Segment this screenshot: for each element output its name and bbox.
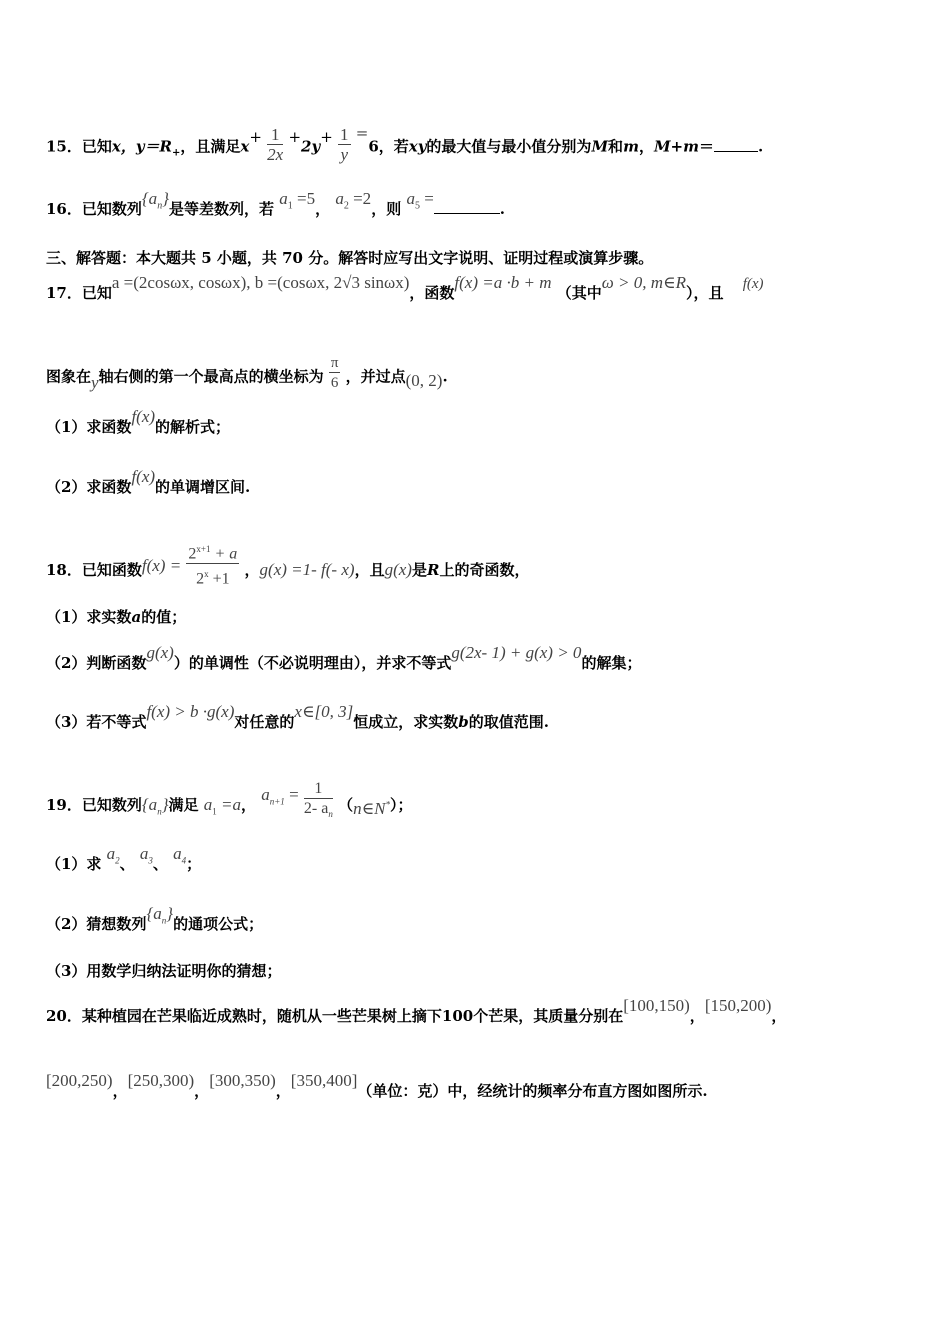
q20-interval-6: [350,400]: [290, 1071, 358, 1090]
q19-sub2-seq: $\{a_n\}$: [146, 904, 174, 926]
q19-sep2: 、: [152, 855, 168, 873]
q20-comma5: ，: [275, 1082, 291, 1100]
q17-sub2: [46, 467, 910, 497]
q18-range: x∈[0, 3]: [294, 702, 354, 721]
q19-frac: $\frac{1}{2- a_n}$: [303, 780, 333, 820]
q15-xy2: xy: [408, 137, 427, 156]
q20-comma3: ，: [112, 1082, 128, 1100]
q15-plus1: +: [249, 127, 262, 146]
q15-text6: ＝: [699, 137, 715, 156]
q16-a5: $a_5$ =: [406, 189, 434, 212]
q17-sub2-fx: f(x): [131, 467, 156, 486]
q17-line2-text1: 图象在: [46, 367, 92, 386]
q18-var-b: b: [458, 713, 469, 731]
q17-sub1-end: 的解析式；: [155, 418, 231, 436]
q15-x: x: [240, 137, 250, 156]
q18-gx2: g(x): [384, 559, 412, 579]
q15-sum: M+m: [653, 137, 699, 156]
q18-sub3: [46, 702, 910, 732]
q17-text4: ），且: [685, 284, 724, 302]
q17-sub2-text: （2）求函数: [46, 478, 132, 496]
q15-text5: ，: [638, 137, 654, 156]
q19-cond: n∈N*: [353, 799, 391, 819]
q18-sub2-b: ）的单调性（不必说明理由），并求不等式: [173, 654, 452, 672]
q20-comma2: ，: [771, 1007, 787, 1025]
q15-plus3: +: [320, 127, 333, 146]
q15-2y: 2y: [301, 137, 321, 156]
question-17: [46, 273, 910, 303]
q15-plus-sub: +: [172, 147, 181, 159]
q19-sub1-end: ；: [186, 855, 202, 873]
q20-text1: 20．某种植园在芒果临近成熟时，随机从一些芒果树上摘下: [46, 1007, 442, 1025]
q20-interval-5: [300,350): [209, 1071, 276, 1090]
q20-text2: 个芒果，其质量分别在: [473, 1007, 624, 1025]
q15-text2: ，且满足: [180, 137, 241, 156]
q17-line2-text2: 轴右侧的第一个最高点的横坐标为: [98, 367, 324, 386]
q15-m: m: [623, 137, 639, 156]
q17-text3: （其中: [556, 284, 602, 302]
q18-sub3-ineq: f(x) > b ·g(x): [146, 702, 235, 721]
q15-period: .: [758, 137, 764, 156]
q15-answer-blank[interactable]: [714, 151, 758, 152]
q17-function: f(x) =a ·b + m: [454, 273, 552, 292]
q16-comma: ，: [315, 200, 331, 218]
q18-sub3-d: 的取值范围.: [468, 713, 550, 731]
q18-inequality: g(2x- 1) + g(x) > 0: [451, 643, 582, 662]
q19-a2: $a_2$: [106, 844, 120, 866]
q17-line2-end: .: [442, 367, 448, 386]
q19-a4: $a_4$: [173, 844, 187, 866]
q16-period: .: [499, 200, 506, 218]
q19-cond-open: （: [338, 796, 354, 815]
q20-line2: [46, 1071, 910, 1101]
q18-sub1-b: 的值；: [141, 608, 187, 626]
question-16: [46, 189, 910, 221]
q18-frac: $\frac{2^{x+1} + a}{2^x +1}$: [186, 540, 239, 590]
q17-line2-text3: ，并过点: [345, 367, 406, 386]
q19-sub2: [46, 904, 910, 935]
q18-text4: 上的奇函数，: [439, 560, 530, 579]
q19-text2: 满足: [168, 796, 199, 815]
q20-interval-1: [100,150): [623, 996, 690, 1015]
q18-sub1: [46, 606, 910, 627]
q19-sub1-a: （1）求: [46, 855, 102, 873]
q15-xy: x，y＝R: [111, 137, 172, 156]
q16-text3: ，则: [371, 200, 402, 218]
q17-line2: [46, 355, 910, 397]
q15-and: 和: [608, 137, 624, 156]
q18-sub2-c: 的解集；: [581, 654, 642, 672]
q17-sub2-end: 的单调增区间.: [155, 478, 251, 496]
q16-a2: $a_2 =2$: [335, 189, 372, 212]
q19-an1: $a_{n+1}$ =: [261, 785, 299, 807]
q19-sub2-b: 的通项公式；: [173, 915, 264, 933]
q17-text1: 17．已知: [46, 284, 112, 302]
q18-fx: f(x) =: [141, 555, 182, 575]
q16-text2: 是等差数列，若: [169, 200, 275, 218]
q17-sub1: [46, 407, 910, 437]
q17-fx: f(x): [742, 276, 764, 292]
q15-plus2: +: [288, 127, 302, 146]
q16-answer-blank[interactable]: [434, 213, 500, 214]
q15-frac1: $\frac{1}{2x}$: [267, 125, 284, 164]
q20-interval-4: [250,300): [127, 1071, 195, 1090]
q17-pi-frac: $\frac{\pi}{6}$: [330, 355, 339, 391]
q17-point: (0, 2): [405, 370, 443, 390]
q18-gx: g(x) =1- f(- x): [259, 559, 355, 579]
q19-sub1: [46, 844, 910, 875]
q17-y: y: [91, 372, 99, 392]
q18-var-a: a: [131, 608, 142, 626]
q18-sub3-c: 恒成立，求实数: [353, 713, 459, 731]
q20-interval-3: [200,250): [46, 1071, 113, 1090]
section-3-heading: 三、解答题：本大题共 5 小题，共 70 分。解答时应写出文字说明、证明过程或演算步骤。: [46, 249, 654, 267]
q20-comma1: ，: [689, 1007, 705, 1025]
question-18: [46, 546, 910, 596]
q17-condition: ω > 0, m∈R: [601, 273, 686, 292]
q17-sub1-text: （1）求函数: [46, 418, 132, 436]
q18-text1: 18．已知函数: [46, 560, 142, 579]
question-19: [46, 780, 910, 828]
q15-text4: 的最大值与最小值分别为: [426, 137, 592, 156]
q18-text2: ，且: [354, 560, 385, 579]
q20-interval-2: [150,200): [704, 996, 772, 1015]
q18-comma: ，: [244, 560, 260, 579]
q17-text2: ，函数: [409, 284, 455, 302]
q18-sub3-b: 对任意的: [234, 713, 295, 731]
q17-vectors: a =(2cosωx, cosωx), b =(cosωx, 2√3 sinωx): [111, 273, 410, 292]
question-15: [46, 123, 910, 167]
q18-sub2: [46, 643, 910, 673]
q15-text: 15．已知: [46, 137, 112, 156]
q16-a1: $a_1 =5$: [279, 189, 316, 212]
q19-seq: $\{a_n\}$: [141, 795, 169, 817]
q19-cond-close: ）；: [390, 796, 413, 815]
q20-comma4: ，: [194, 1082, 210, 1100]
q20-count: 100: [441, 1007, 474, 1025]
q18-text3: 是: [411, 560, 427, 579]
q16-seq: $\{a_n\}$: [141, 189, 169, 212]
q18-sub2-gx: g(x): [146, 643, 174, 662]
q18-sub3-a: （3）若不等式: [46, 713, 147, 731]
q19-a3: $a_3$: [139, 844, 153, 866]
q17-sub1-fx: f(x): [131, 407, 156, 426]
q19-comma: ，: [240, 796, 256, 815]
q15-frac2: $\frac{1}{y}$: [340, 125, 349, 164]
q16-text1: 16．已知数列: [46, 200, 142, 218]
q19-sub2-a: （2）猜想数列: [46, 915, 147, 933]
q19-a1: $a_1 =a$: [203, 795, 241, 817]
q19-text1: 19．已知数列: [46, 796, 142, 815]
q20-text3: （单位：克）中，经统计的频率分布直方图如图所示.: [357, 1082, 708, 1100]
q18-sub2-a: （2）判断函数: [46, 654, 147, 672]
q18-sub1-a: （1）求实数: [46, 608, 132, 626]
q18-R: R: [426, 560, 440, 579]
q19-sub3: （3）用数学归纳法证明你的猜想；: [46, 962, 282, 980]
q15-eq: =: [355, 123, 369, 142]
q15-text3: 6，若: [368, 137, 409, 156]
q19-sep1: 、: [119, 855, 135, 873]
q15-M: M: [591, 137, 609, 156]
question-20: [46, 996, 910, 1026]
